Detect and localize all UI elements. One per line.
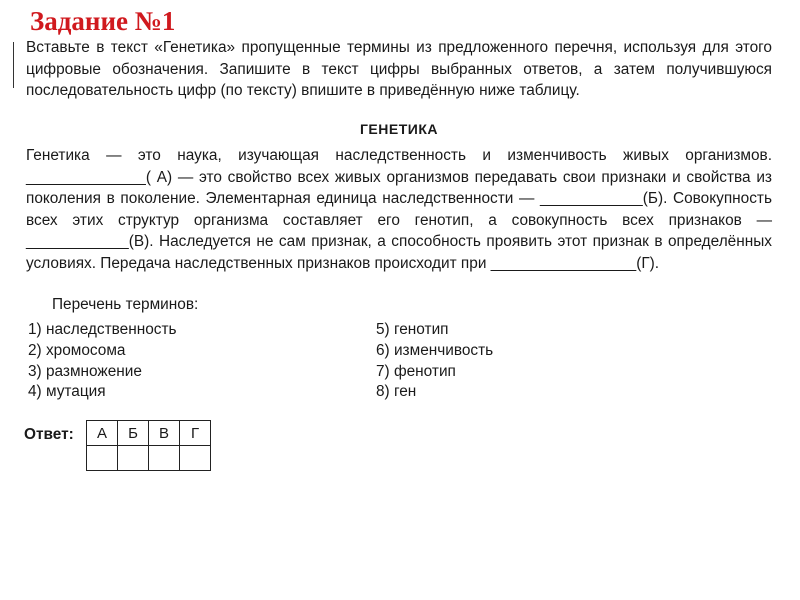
- margin-divider: [13, 42, 14, 88]
- term-item: 4) мутация: [28, 383, 106, 401]
- term-item: 3) размножение: [28, 362, 142, 380]
- terms-list-title: Перечень терминов:: [52, 296, 199, 313]
- instruction-text: Вставьте в текст «Генетика» пропущенные термины из предложенного перечня, используя для этого цифровые обозначения. Запишите в текст цифры выбранных ответов, а затем получившуюся последовательность цифр (по тексту) впишите в приведённую ниже таблицу.: [26, 39, 772, 100]
- terms-list-right: [376, 320, 493, 403]
- answer-header-v: В: [149, 421, 180, 446]
- answer-cell-v[interactable]: [149, 446, 180, 471]
- term-item: 1) наследственность: [28, 321, 177, 338]
- answer-input-row: [87, 446, 211, 471]
- term-item: 5) генотип: [376, 321, 449, 338]
- answer-label: Ответ:: [24, 426, 74, 443]
- answer-cell-b[interactable]: [118, 446, 149, 471]
- answer-table: [86, 420, 211, 471]
- term-item: 2) хромосома: [28, 341, 126, 359]
- term-item: 6) изменчивость: [376, 341, 494, 359]
- genetics-text: Генетика — это наука, изучающая наследственность и изменчивость живых организмов. ______________( А) — это свойство всех живых организмов передавать свои признаки и свойства из поколения в поколение. Элементарная единица наследственности — ____________(Б). Совокупность всех этих структур организма составляет его генотип, а совокупность всех признаков — ____________(В). Наследуется не сам признак, а способность проявить этот признак в определённых условиях. Передача наследственных признаков происходит при _________________(Г).: [26, 147, 772, 272]
- task-title: Задание №1: [30, 6, 176, 36]
- answer-header-b: Б: [118, 421, 149, 446]
- terms-list-left: [28, 320, 177, 403]
- answer-cell-a[interactable]: [87, 446, 118, 471]
- answer-cell-g[interactable]: [180, 446, 211, 471]
- answer-header-row: [87, 421, 211, 446]
- text-heading: ГЕНЕТИКА: [360, 121, 438, 137]
- term-item: 7) фенотип: [376, 362, 456, 380]
- answer-header-g: Г: [180, 421, 211, 446]
- term-item: 8) ген: [376, 383, 417, 401]
- answer-header-a: А: [87, 421, 118, 446]
